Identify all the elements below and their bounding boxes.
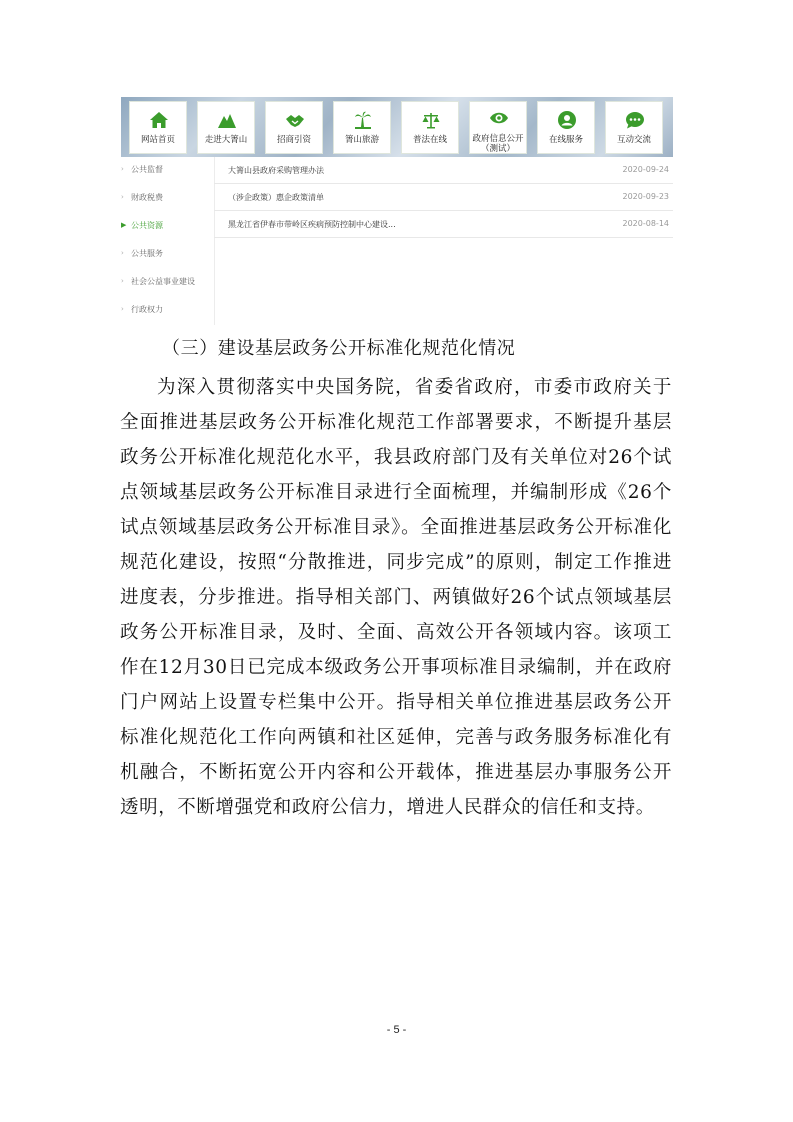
scales-icon — [421, 110, 441, 130]
nav-item-label: 互动交流 — [616, 135, 651, 145]
home-icon — [149, 110, 169, 130]
nav-item-online-service[interactable] — [537, 101, 595, 154]
sidebar-item-public-resources[interactable] — [121, 213, 214, 241]
news-title-link[interactable]: 黑龙江省伊春市带岭区疾病预防控制中心建设... — [228, 220, 396, 229]
news-date: 2020-09-23 — [622, 192, 669, 201]
chevron-right-icon: › — [121, 305, 124, 313]
chevron-right-icon: › — [121, 165, 124, 173]
news-title-link[interactable]: 大箐山县政府采购管理办法 — [228, 166, 324, 175]
chat-bubble-icon — [625, 110, 645, 130]
nav-item-tourism[interactable] — [333, 101, 391, 154]
triangle-right-icon: ▶ — [121, 221, 127, 229]
chevron-right-icon: › — [121, 277, 124, 285]
sidebar-item-admin-power[interactable] — [121, 297, 214, 325]
sidebar-item-label: 公共资源 — [131, 221, 163, 230]
list-item[interactable] — [214, 211, 673, 238]
sidebar-item-public-welfare[interactable] — [121, 269, 214, 297]
nav-item-label: 在线服务 — [548, 135, 583, 145]
sidebar-item-label: 财政税费 — [131, 193, 163, 202]
nav-item-law[interactable] — [401, 101, 459, 154]
sidebar-item-label: 公共监督 — [131, 165, 163, 174]
list-item[interactable] — [214, 184, 673, 211]
nav-item-gov-info[interactable] — [469, 101, 527, 154]
sidebar-item-label: 公共服务 — [131, 249, 163, 258]
mountain-icon — [217, 110, 237, 130]
chevron-right-icon: › — [121, 249, 124, 257]
nav-item-interaction[interactable] — [605, 101, 663, 154]
eye-icon — [489, 108, 509, 128]
handshake-icon — [285, 110, 305, 130]
nav-item-about[interactable] — [197, 101, 255, 154]
nav-item-label: 招商引资 — [276, 135, 311, 145]
nav-item-investment[interactable] — [265, 101, 323, 154]
nav-item-home[interactable] — [129, 101, 187, 154]
list-item[interactable] — [214, 157, 673, 184]
news-date: 2020-09-24 — [622, 165, 669, 174]
nav-item-sublabel: （测试） — [480, 144, 515, 154]
nav-item-label: 政府信息公开 — [472, 134, 524, 144]
website-screenshot — [121, 97, 673, 325]
nav-item-label: 普法在线 — [412, 135, 447, 145]
sidebar-item-public-services[interactable] — [121, 241, 214, 269]
body-paragraph: 为深入贯彻落实中央国务院，省委省政府，市委市政府关于全面推进基层政务公开标准化规范工作部署要求，不断提升基层政务公开标准化规范化水平，我县政府部门及有关单位对26个试点领域基层政务公开标准目录进行全面梳理，并编制形成《26个试点领域基层政务公开标准目录》。全面推进基层政务公开标准化规范化建设，按照“分散推进，同步完成”的原则，制定工作推进进度表，分步推进。指导相关部门、两镇做好26个试点领域基层政务公开标准目录，及时、全面、高效公开各领域内容。该项工作在12月30日已完成本级政务公开事项标准目录编制，并在政府门户网站上设置专栏集中公开。指导相关单位推进基层政务公开标准化规范化工作向两镇和社区延伸，完善与政务服务标准化有机融合，不断拓宽公开内容和公开载体，推进基层办事服务公开透明，不断增强党和政府公信力，增进人民群众的信任和支持。 — [120, 377, 672, 818]
nav-item-label: 走进大箐山 — [204, 135, 248, 145]
palm-island-icon — [353, 110, 373, 130]
section-heading: （三）建设基层政务公开标准化规范化情况 — [162, 338, 516, 359]
chevron-right-icon: › — [121, 193, 124, 201]
news-title-link[interactable]: （涉企政策）惠企政策清单 — [228, 193, 324, 202]
news-date: 2020-08-14 — [622, 219, 669, 228]
nav-item-label: 箐山旅游 — [344, 135, 379, 145]
sidebar-item-label: 社会公益事业建设 — [131, 277, 195, 286]
sidebar — [121, 157, 215, 325]
nav-bar — [121, 97, 673, 157]
page-number: - 5 - — [386, 1024, 407, 1036]
nav-item-label: 网站首页 — [140, 135, 175, 145]
sidebar-item-public-supervision[interactable] — [121, 157, 214, 185]
sidebar-item-finance-tax[interactable] — [121, 185, 214, 213]
sidebar-item-label: 行政权力 — [131, 305, 163, 314]
user-service-icon — [557, 110, 577, 130]
